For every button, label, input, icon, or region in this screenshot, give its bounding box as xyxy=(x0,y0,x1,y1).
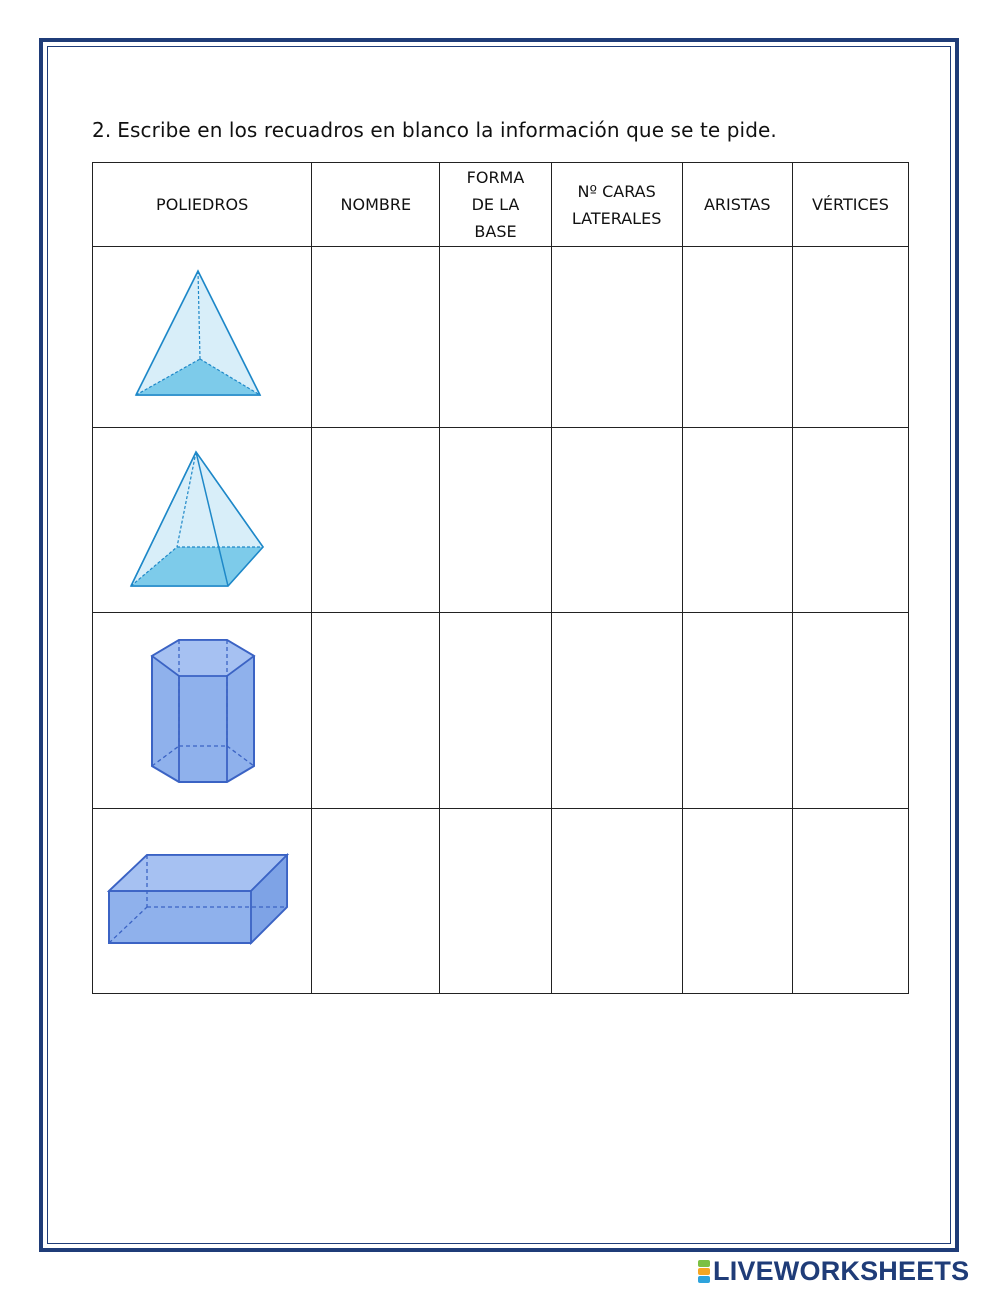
logo-mark-icon xyxy=(698,1260,710,1283)
shape-cell xyxy=(93,613,312,809)
caras-laterales-answer-cell[interactable] xyxy=(551,428,682,613)
shape-cell xyxy=(93,809,312,994)
caras-laterales-answer-cell[interactable] xyxy=(551,247,682,428)
nombre-answer-cell[interactable] xyxy=(312,247,440,428)
caras-laterales-answer-cell[interactable] xyxy=(551,809,682,994)
header-caras-laterales: Nº CARAS LATERALES xyxy=(551,163,682,247)
rectangular-prism-icon xyxy=(107,851,297,951)
forma-base-answer-cell[interactable] xyxy=(440,247,551,428)
forma-base-answer-cell[interactable] xyxy=(440,613,551,809)
forma-base-answer-cell[interactable] xyxy=(440,809,551,994)
table-row xyxy=(93,247,909,428)
polyhedra-table xyxy=(92,162,909,994)
header-aristas: ARISTAS xyxy=(682,163,792,247)
vertices-answer-cell[interactable] xyxy=(792,247,908,428)
table-row xyxy=(93,428,909,613)
forma-base-answer-cell[interactable] xyxy=(440,428,551,613)
aristas-answer-cell[interactable] xyxy=(682,809,792,994)
header-forma-base: FORMA DE LA BASE xyxy=(440,163,551,247)
instruction xyxy=(92,118,777,142)
vertices-answer-cell[interactable] xyxy=(792,428,908,613)
triangular-pyramid-icon xyxy=(132,267,272,407)
header-vertices: VÉRTICES xyxy=(792,163,908,247)
vertices-answer-cell[interactable] xyxy=(792,809,908,994)
hexagonal-prism-icon xyxy=(142,636,262,786)
vertices-answer-cell[interactable] xyxy=(792,613,908,809)
aristas-answer-cell[interactable] xyxy=(682,428,792,613)
logo-text: LIVEWORKSHEETS xyxy=(713,1255,970,1286)
header-poliedros: POLIEDROS xyxy=(93,163,312,247)
liveworksheets-logo xyxy=(698,1256,969,1286)
shape-cell xyxy=(93,247,312,428)
header-nombre: NOMBRE xyxy=(312,163,440,247)
aristas-answer-cell[interactable] xyxy=(682,247,792,428)
aristas-answer-cell[interactable] xyxy=(682,613,792,809)
shape-cell xyxy=(93,428,312,613)
table-row xyxy=(93,809,909,994)
nombre-answer-cell[interactable] xyxy=(312,613,440,809)
nombre-answer-cell[interactable] xyxy=(312,428,440,613)
caras-laterales-answer-cell[interactable] xyxy=(551,613,682,809)
square-pyramid-icon xyxy=(127,448,277,593)
nombre-answer-cell[interactable] xyxy=(312,809,440,994)
table-row xyxy=(93,613,909,809)
instruction-text: Escribe en los recuadros en blanco la información que se te pide. xyxy=(117,118,777,142)
instruction-number: 2. xyxy=(92,118,112,142)
header-row xyxy=(93,163,909,247)
